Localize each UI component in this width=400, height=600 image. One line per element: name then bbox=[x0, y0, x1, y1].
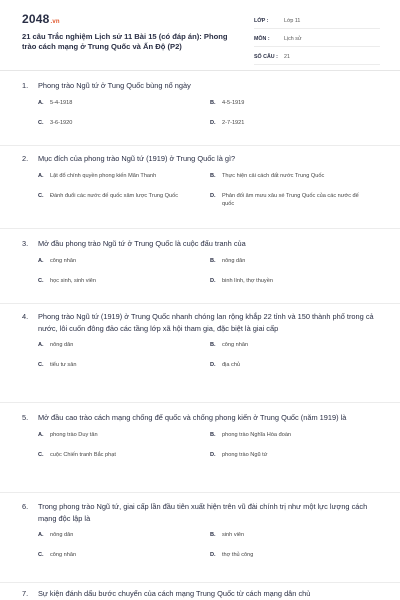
divider bbox=[0, 145, 400, 146]
option-letter: B. bbox=[210, 99, 216, 106]
option-text: Phản đối âm mưu xâu xé Trung Quốc của các nước đế quốc bbox=[222, 192, 359, 207]
option-letter: D. bbox=[210, 362, 216, 368]
options bbox=[22, 531, 382, 571]
option-text: phong trào Duy tân bbox=[50, 431, 98, 438]
option-text: thợ thủ công bbox=[222, 552, 254, 558]
question-4 bbox=[22, 311, 382, 381]
option-d[interactable] bbox=[210, 277, 382, 285]
option-d[interactable] bbox=[210, 192, 370, 208]
option-text: phong trào Ngũ tứ bbox=[222, 451, 268, 458]
meta-row-subject bbox=[254, 32, 380, 47]
meta-row-class bbox=[254, 14, 380, 29]
option-letter: A. bbox=[38, 172, 44, 179]
option-b[interactable] bbox=[210, 257, 382, 265]
option-a[interactable] bbox=[38, 531, 198, 539]
option-d[interactable] bbox=[210, 451, 382, 459]
option-c[interactable] bbox=[38, 119, 198, 127]
option-text: nông dân bbox=[50, 342, 74, 348]
option-text: 5-4-1918 bbox=[50, 99, 73, 106]
question-text: Phong trào Ngũ tứ (1919) ở Trung Quốc nhanh chóng lan rộng khắp 22 tỉnh và 150 thành phố trong cả nước, lôi cuốn đông đảo các tầng lớp xã hội tham gia, đặc biệt là giai cấp bbox=[38, 312, 374, 333]
option-text: tiểu tư sản bbox=[50, 362, 77, 368]
question-7 bbox=[22, 588, 382, 600]
option-letter: D. bbox=[210, 277, 216, 284]
question-text: Mở đầu cao trào cách mạng chống đế quốc và chống phong kiến ở Trung Quốc (năm 1919) là bbox=[38, 413, 347, 422]
option-letter: C. bbox=[38, 552, 44, 558]
option-letter: D. bbox=[210, 192, 216, 199]
question-text: Trong phong trào Ngũ tứ, giai cấp lần đầu tiên xuất hiện trên vũ đài chính trị như một lực lượng cách mạng độc lập là bbox=[38, 502, 368, 523]
question-text: Mở đầu phong trào Ngũ tứ ở Trung Quốc là cuộc đấu tranh của bbox=[38, 239, 246, 248]
question-text: Phong trào Ngũ tứ ở Tung Quốc bùng nổ ngày bbox=[38, 81, 191, 90]
option-b[interactable] bbox=[210, 531, 382, 539]
option-letter: C. bbox=[38, 451, 44, 458]
divider bbox=[0, 303, 400, 304]
option-text: công nhân bbox=[50, 257, 77, 264]
option-letter: A. bbox=[38, 257, 44, 264]
meta-value: Lịch sử bbox=[284, 36, 302, 42]
question-number: 2. bbox=[22, 154, 29, 163]
option-letter: D. bbox=[210, 119, 216, 126]
option-b[interactable] bbox=[210, 99, 382, 107]
option-c[interactable] bbox=[38, 451, 198, 459]
option-text: 4-5-1919 bbox=[222, 99, 245, 106]
option-letter: A. bbox=[38, 99, 44, 106]
option-text: công nhân bbox=[222, 342, 249, 348]
option-b[interactable] bbox=[210, 172, 382, 180]
option-text: phong trào Nghĩa Hòa đoàn bbox=[222, 431, 292, 438]
question-5 bbox=[22, 412, 382, 471]
option-text: công nhân bbox=[50, 552, 77, 558]
question-text: Mục đích của phong trào Ngũ tứ (1919) ở Trung Quốc là gì? bbox=[38, 154, 236, 163]
question-1 bbox=[22, 80, 382, 139]
divider bbox=[0, 228, 400, 229]
options bbox=[22, 257, 382, 297]
logo-main: 2048 bbox=[22, 12, 50, 26]
question-number: 5. bbox=[22, 413, 29, 422]
option-letter: D. bbox=[210, 451, 216, 458]
option-c[interactable] bbox=[38, 277, 198, 285]
option-text: địa chủ bbox=[222, 362, 241, 368]
question-text: Sự kiện đánh dấu bước chuyển của cách mạng Trung Quốc từ cách mạng dân chủ bbox=[38, 589, 311, 598]
option-b[interactable] bbox=[210, 431, 382, 439]
option-c[interactable] bbox=[38, 361, 198, 369]
logo-suffix: .vn bbox=[50, 19, 60, 25]
option-text: nông dân bbox=[50, 532, 74, 538]
option-letter: C. bbox=[38, 362, 44, 368]
question-number: 1. bbox=[22, 81, 29, 90]
options bbox=[22, 172, 382, 212]
option-text: 2-7-1921 bbox=[222, 119, 245, 126]
option-a[interactable] bbox=[38, 431, 198, 439]
option-letter: C. bbox=[38, 119, 44, 126]
option-text: Đánh đuổi các nước đế quốc xâm lược Trung Quốc bbox=[50, 192, 179, 199]
meta-value: 21 bbox=[284, 54, 290, 60]
divider bbox=[0, 492, 400, 493]
question-number: 6. bbox=[22, 502, 29, 511]
option-letter: A. bbox=[38, 431, 44, 438]
option-text: sinh viên bbox=[222, 532, 245, 538]
option-letter: A. bbox=[38, 532, 44, 538]
meta-table bbox=[254, 14, 380, 68]
option-text: nông dân bbox=[222, 257, 246, 264]
meta-key: SỐ CÂU : bbox=[254, 54, 278, 60]
option-letter: D. bbox=[210, 552, 216, 558]
meta-row-count bbox=[254, 50, 380, 65]
page-header bbox=[0, 0, 400, 71]
page-title: 21 câu Trắc nghiệm Lịch sử 11 Bài 15 (có đáp án): Phong trào cách mạng ở Trung Quốc và Ấn Độ (P2) bbox=[22, 32, 228, 51]
option-a[interactable] bbox=[38, 257, 198, 265]
question-6 bbox=[22, 501, 382, 571]
divider bbox=[0, 582, 400, 583]
options bbox=[22, 341, 382, 381]
option-a[interactable] bbox=[38, 341, 198, 349]
option-d[interactable] bbox=[210, 119, 382, 127]
meta-key: LỚP : bbox=[254, 18, 269, 24]
option-letter: B. bbox=[210, 431, 216, 438]
question-2 bbox=[22, 153, 382, 212]
option-letter: C. bbox=[38, 277, 44, 284]
meta-key: MÔN : bbox=[254, 36, 270, 42]
options bbox=[22, 431, 382, 471]
option-a[interactable] bbox=[38, 172, 198, 180]
option-d[interactable] bbox=[210, 361, 382, 369]
question-3 bbox=[22, 238, 382, 297]
option-letter: C. bbox=[38, 192, 44, 199]
site-logo[interactable] bbox=[22, 12, 60, 26]
option-text: cuộc Chiến tranh Bắc phạt bbox=[50, 451, 116, 458]
option-d[interactable] bbox=[210, 551, 382, 559]
option-text: binh lính, thợ thuyền bbox=[222, 277, 273, 284]
option-letter: B. bbox=[210, 257, 216, 264]
question-number: 7. bbox=[22, 589, 29, 598]
option-text: 3-6-1920 bbox=[50, 119, 73, 126]
option-c[interactable] bbox=[38, 192, 188, 200]
option-a[interactable] bbox=[38, 99, 198, 107]
option-b[interactable] bbox=[210, 341, 382, 349]
option-letter: B. bbox=[210, 532, 216, 538]
option-letter: B. bbox=[210, 342, 216, 348]
option-letter: B. bbox=[210, 172, 216, 179]
option-letter: A. bbox=[38, 342, 44, 348]
option-c[interactable] bbox=[38, 551, 198, 559]
question-number: 3. bbox=[22, 239, 29, 248]
meta-value: Lớp 11 bbox=[284, 18, 301, 24]
option-text: học sinh, sinh viên bbox=[50, 277, 97, 284]
divider bbox=[0, 402, 400, 403]
options bbox=[22, 99, 382, 139]
option-text: Thực hiện cải cách đất nước Trung Quốc bbox=[222, 172, 325, 179]
question-number: 4. bbox=[22, 312, 29, 321]
option-text: Lật đổ chính quyền phong kiến Mãn Thanh bbox=[50, 172, 157, 179]
